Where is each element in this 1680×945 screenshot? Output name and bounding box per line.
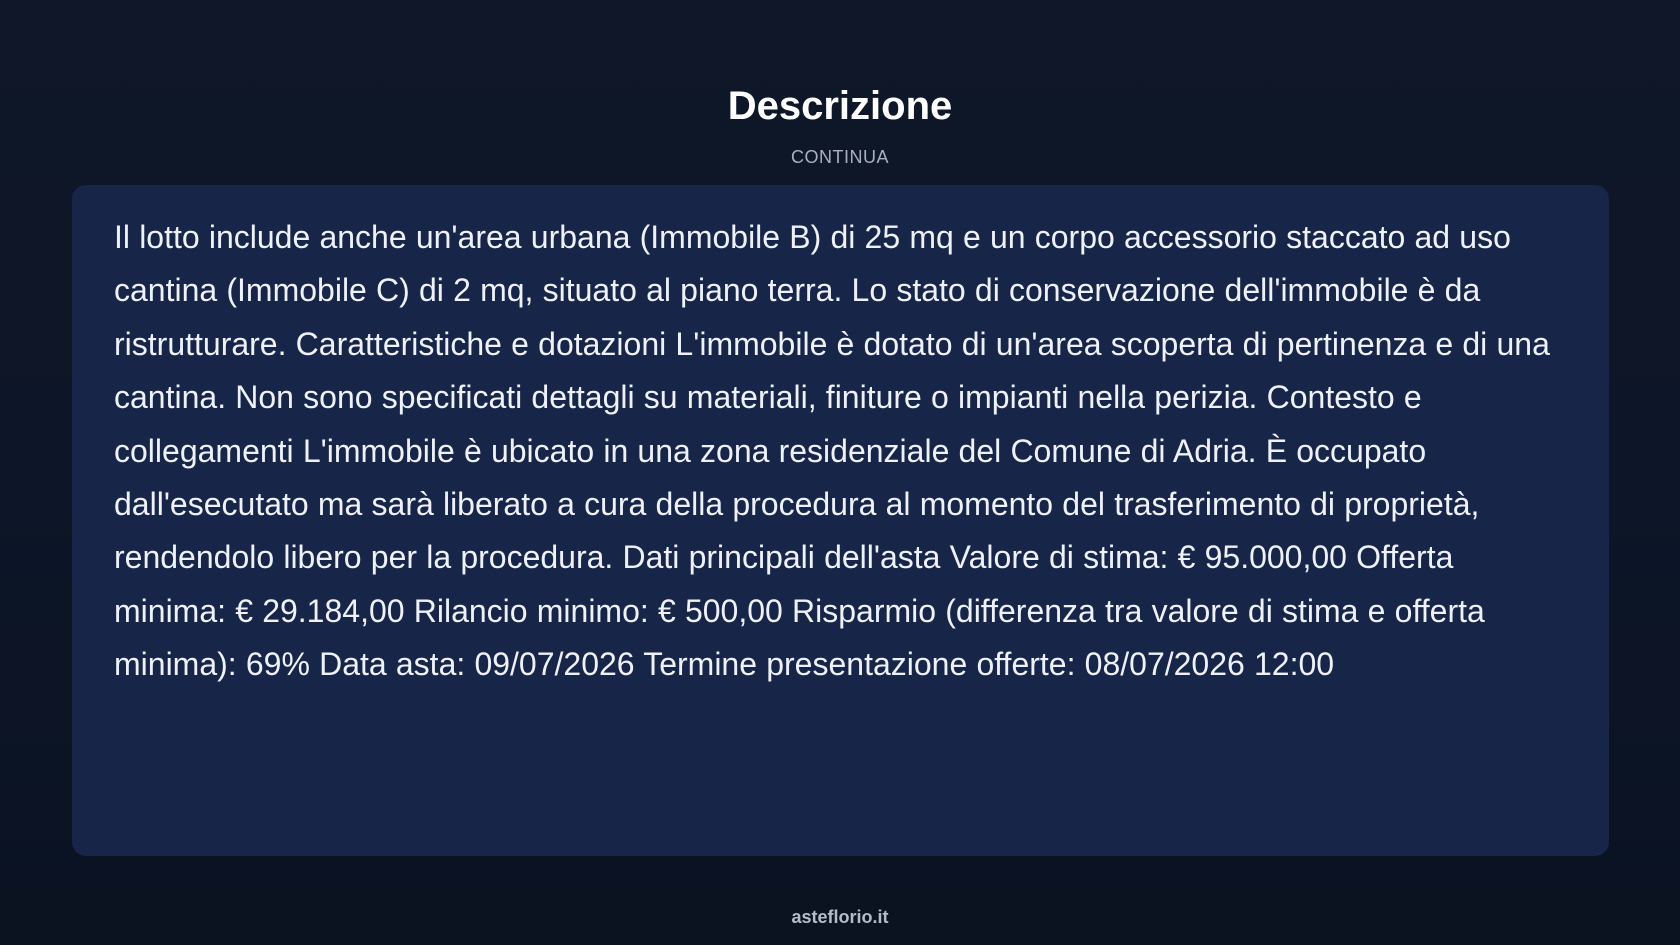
description-card — [72, 185, 1609, 856]
page-subtitle: CONTINUA — [791, 147, 889, 167]
description-text: Il lotto include anche un'area urbana (Immobile B) di 25 mq e un corpo accessorio staccato ad uso cantina (Immobile C) di 2 mq, situato al piano terra. Lo stato di conservazione dell'immobile è da ristrutturare. Caratteristiche e dotazioni L'immobile è dotato di un'area scoperta di pertinenza e di una cantina. Non sono specificati dettagli su materiali, finiture o impianti nella perizia. Contesto e collegamenti L'immobile è ubicato in una zona residenziale del Comune di Adria. È occupato dall'esecutato ma sarà liberato a cura della procedura al momento del trasferimento di proprietà, rendendolo libero per la procedura. Dati principali dell'asta Valore di stima: € 95.000,00 Offerta minima: € 29.184,00 Rilancio minimo: € 500,00 Risparmio (differenza tra valore di stima e offerta minima): 69% Data asta: 09/07/2026 Termine presentazione offerte: 08/07/2026 12:00 — [114, 219, 1550, 683]
footer-site-name: asteflorio.it — [791, 907, 889, 927]
page-title: Descrizione — [727, 84, 953, 128]
